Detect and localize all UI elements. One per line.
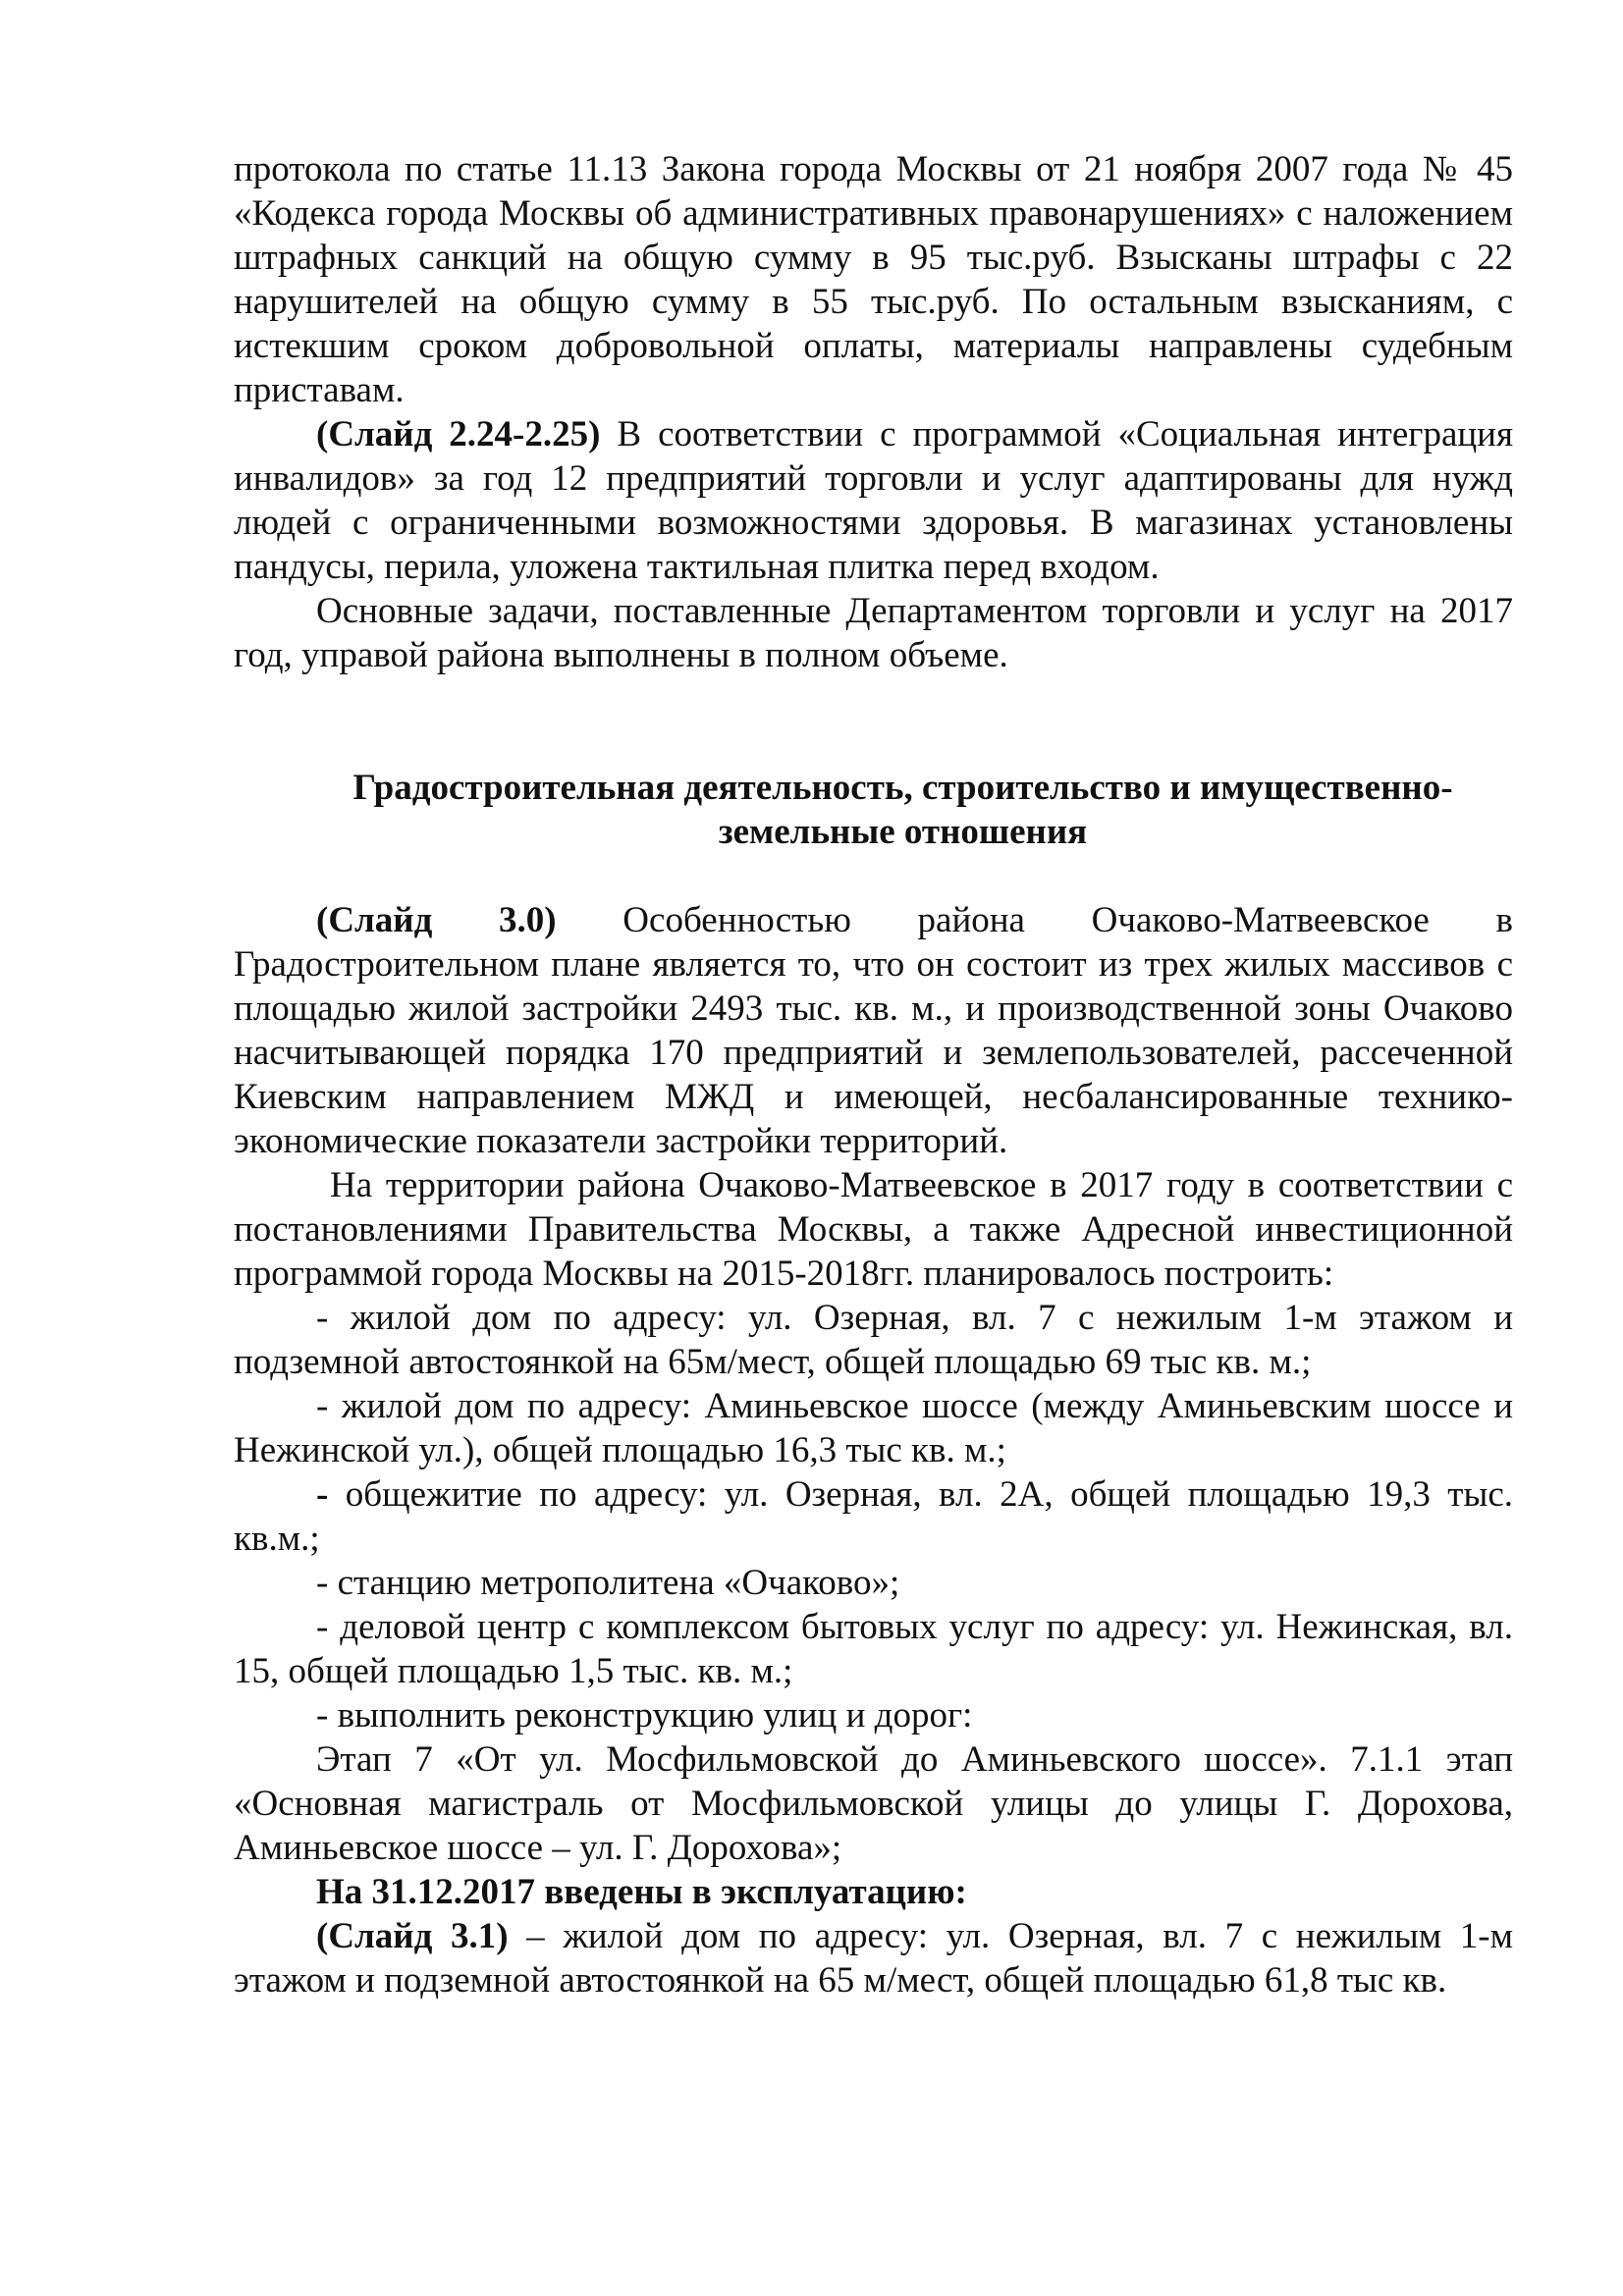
paragraph-fines: протокола по статье 11.13 Закона города Москвы от 21 ноября 2007 года № 45 «Кодекса города Москвы об административных правонарушениях» с наложением штрафных санкций на общую сумму в 95 тыс.руб. Взысканы штрафы с 22 нарушителей на общую сумму в 55 тыс.руб. По остальным взысканиям, с истекшим сроком добровольной оплаты, материалы направлены судебным приставам.	[234, 149, 1513, 410]
slide-ref: (Слайд 2.24-2.25)	[316, 414, 601, 454]
paragraph-district-features	[234, 898, 1513, 1163]
paragraph-stage-7: Этап 7 «От ул. Мосфильмовской до Аминьевского шоссе». 7.1.1 этап «Основная магистраль от Мосфильмовской улицы до улицы Г. Дорохова, Аминьевское шоссе – ул. Г. Дорохова»;	[234, 1739, 1513, 1868]
list-item-metro: - станцию метрополитена «Очаково»;	[316, 1563, 900, 1603]
list-item-ozernaya-7: - жилой дом по адресу: ул. Озерная, вл. 7 с нежилым 1-м этажом и подземной автостоянкой на 65м/мест, общей площадью 69 тыс кв. м.;	[234, 1298, 1513, 1382]
list-item-dormitory	[234, 1472, 1513, 1561]
paragraph-tasks-completed: Основные задачи, поставленные Департаментом торговли и услуг на 2017 год, управой района выполнены в полном объеме.	[234, 591, 1513, 675]
list-item-business-center: - деловой центр с комплексом бытовых услуг по адресу: ул. Нежинская, вл. 15, общей площадью 1,5 тыс. кв. м.;	[234, 1607, 1513, 1691]
paragraph-text: В соответствии с программой «Социальная интеграция инвалидов» за год 12 предприятий торговли и услуг адаптированы для нужд людей с ограниченными возможностями здоровья. В магазинах установлены пандусы, перила, уложена тактильная плитка перед входом.	[234, 414, 1513, 587]
section-heading: Градостроительная деятельность, строительство и имущественно-земельные отношения	[352, 768, 1453, 852]
dash-bold: -	[316, 1474, 329, 1515]
slide-ref: (Слайд 3.0)	[316, 900, 557, 940]
list-item-aminyevskoe: - жилой дом по адресу: Аминьевское шоссе (между Аминьевским шоссе и Нежинской ул.), общей площадью 16,3 тыс кв. м.;	[234, 1386, 1513, 1470]
paragraph-text: общежитие по адресу: ул. Озерная, вл. 2А, общей площадью 19,3 тыс. кв.м.;	[234, 1474, 1513, 1559]
spacer	[234, 854, 1513, 898]
paragraph-text: Особенностью района Очаково-Матвеевское в Градостроительном плане является то, что он состоит из трех жилых массивов с площадью жилой застройки 2493 тыс. кв. м., и производственной зоны Очаково насчитывающей порядка 170 предприятий и землепользователей, рассеченной Киевским направлением МЖД и имеющей, несбалансированные технико-экономические показатели застройки территорий.	[234, 900, 1513, 1161]
paragraph-social-integration	[234, 412, 1513, 589]
slide-ref: (Слайд 3.1)	[316, 1916, 509, 1956]
paragraph-construction-plan: На территории района Очаково-Матвеевское в 2017 году в соответствии с постановлениями Правительства Москвы, а также Адресной инвестиционной программой города Москвы на 2015-2018гг. планировалось построить:	[234, 1165, 1513, 1294]
paragraph-commissioned-heading: На 31.12.2017 введены в эксплуатацию:	[316, 1872, 967, 1912]
paragraph-text: – жилой дом по адресу: ул. Озерная, вл. 7 с нежилым 1-м этажом и подземной автостоянкой на 65 м/мест, общей площадью 61,8 тыс кв.	[234, 1916, 1513, 2001]
spacer	[234, 677, 1513, 766]
paragraph-slide-3-1	[234, 1914, 1513, 2002]
list-item-roads: - выполнить реконструкцию улиц и дорог:	[316, 1695, 973, 1735]
